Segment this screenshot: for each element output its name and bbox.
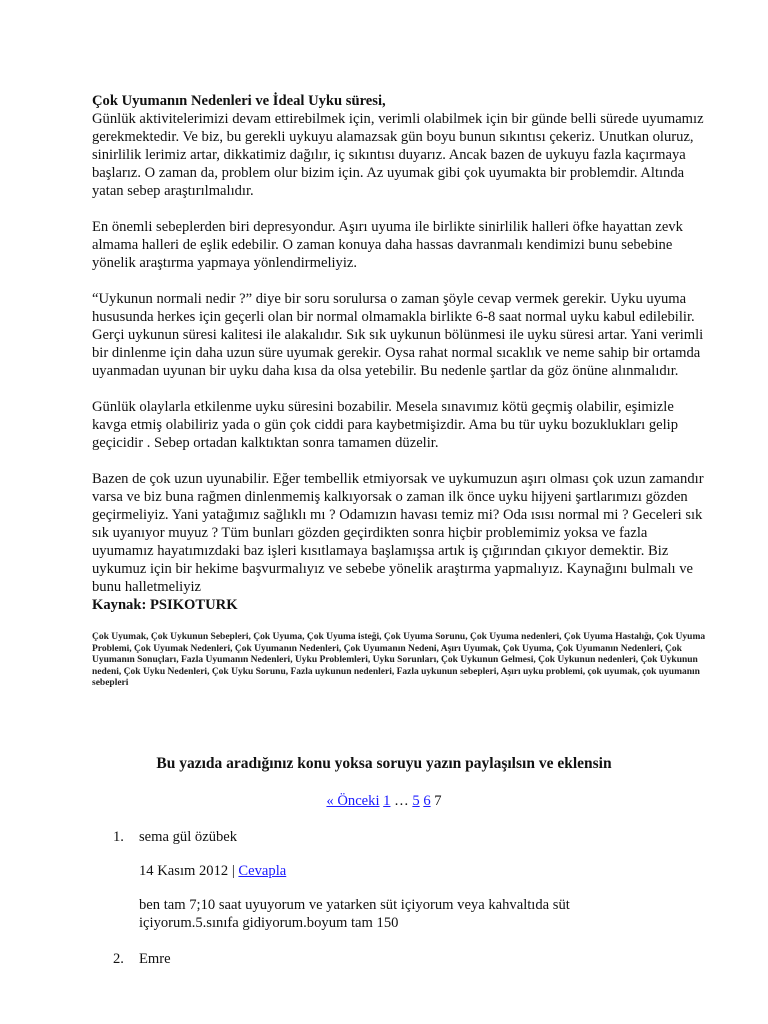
tag-list: Çok Uyumak, Çok Uykunun Sebepleri, Çok Uyuma, Çok Uyuma isteği, Çok Uyuma Sorunu, Çok Uyuma nedenleri, Çok Uyuma Hastalığı, Çok Uyuma Problemi, Çok Uyumak Nedenleri, Çok Uyumanın Nedenleri, Çok Uyumanın Nedeni, Aşırı Uyumak, Çok Uyuma, Çok Uyumanın Nedenleri, Çok Uyumanın Sonuçları, Fazla Uyumanın Nedenleri, Uyku Problemleri, Uyku Sorunları, Çok Uykunun Gelmesi, Çok Uykunun nedenleri, Çok Uykunun nedeni, Çok Uyku Nedenleri, Çok Uyku Sorunu, Fazla uykunun nedenleri, Fazla uykunun sebepleri, Aşırı uyku problemi, çok uyumak, çok uyumanın sebepleri [92,632,706,689]
article-body [92,92,712,614]
article-source: Kaynak: PSIKOTURK [92,597,238,613]
article-title: Çok Uyumanın Nedenleri ve İdeal Uyku süresi, [92,93,386,109]
pagination [0,793,768,810]
comment-text: ben tam 7;10 saat uyuyorum ve yatarken süt içiyorum veya kahvaltıda süt içiyorum.5.sınıfa gidiyorum.boyum tam 150 [139,897,570,931]
previous-page-link[interactable]: « Önceki [326,793,380,809]
page-ellipsis: … [394,793,409,809]
article-paragraph: En önemli sebeplerden biri depresyondur. Aşırı uyuma ile birlikte sinirlilik halleri öfke hayattan zevk almama halleri de eşlik edebilir. O zaman konuya daha hassas davranmalı kendimizi bunu sebebine yönelik araştırma yapmaya yönlendirmeliyiz. [92,219,683,271]
article-paragraph: “Uykunun normali nedir ?” diye bir soru sorulursa o zaman şöyle cevap vermek gerekir. Uyku uyuma hususunda herkes için geçerli olan bir normal olmamakla birlikte 6-8 saat normal uyku kabul edilebilir. Gerçi uykunun süresi kalitesi ile alakalıdır. Sık sık uykunun bölünmesi ile uyku süresi artar. Yani verimli bir dinlenme için daha uzun süre uyumak gerekir. Oysa rahat normal sıcaklık ve neme sahip bir ortamda uyanmadan uyunan bir uyku daha kısa da olsa yetebilir. Bu nedenle şartlar da göz önüne alınmalıdır. [92,291,704,379]
reply-link[interactable]: Cevapla [238,863,287,879]
comment-author: sema gül özübek [139,829,238,845]
page-link-1[interactable]: 1 [383,793,391,809]
comment-number: 2. [113,951,124,967]
article-paragraph: Günlük aktivitelerimizi devam ettirebilmek için, verimli olabilmek için bir günde belli sürede uyumamız gerekmektedir. Ve biz, bu gerekli uykuyu alamazsak gün boyu bunun sıkıntısı çekeriz. Unutkan oluruz, sinirlilik lerimiz artar, dikkatimiz dağılır, iç sıkıntısı duyarız. Ancak bazen de uykuyu fazla kaçırmaya başlarız. O zaman da, problem olur bizim için. Az uyumak gibi çok uyumakta bir problemdir. Altında yatan sebep araştırılmalıdır. [92,111,704,199]
article-paragraph: Bazen de çok uzun uyunabilir. Eğer tembellik etmiyorsak ve uykumuzun aşırı olması çok uzun zamandır varsa ve biz buna rağmen dinlenmemiş kalkıyorsak o zaman ilk önce uyku hijyeni şartlarımızı gözden geçirmeliyiz. Yani yatağımız sağlıklı mı ? Odamızın havası temiz mi? Oda ısısı normal mi ? Geceleri sık sık uyanıyor muyuz ? Tüm bunları gözden geçirdikten sonra hiçbir problemimiz yoksa ve fazla uyumamız hayatımızdaki baz işleri kısıtlamaya başlamışsa artık iş çığırından çıkıyor demektir. Biz uykumuz için bir hekime başvurmalıyız ve sebebe yönelik araştırma yapmalıyız. Kaynağını bulmalı ve bunu halletmeliyiz [92,471,704,595]
comment-date: 14 Kasım 2012 | [139,863,235,879]
comment-list [113,828,673,984]
comment-item [113,950,673,968]
comment-meta [139,862,673,880]
comment-number: 1. [113,829,124,845]
current-page: 7 [434,793,442,809]
comment-author: Emre [139,951,171,967]
page-link-5[interactable]: 5 [412,793,420,809]
article [92,92,712,690]
article-paragraph: Günlük olaylarla etkilenme uyku süresini bozabilir. Mesela sınavımız kötü geçmiş olabilir, eşimizle kavga etmiş olabiliriz yada o gün çok ciddi para kaybetmişizdir. Ama bu tür uyku bozuklukları gelip geçicidir . Sebep ortadan kalktıktan sonra tamamen düzelir. [92,399,679,451]
question-prompt: Bu yazıda aradığınız konu yoksa soruyu yazın paylaşılsın ve eklensin [156,755,612,772]
comment-item [113,828,673,932]
page-link-6[interactable]: 6 [423,793,431,809]
